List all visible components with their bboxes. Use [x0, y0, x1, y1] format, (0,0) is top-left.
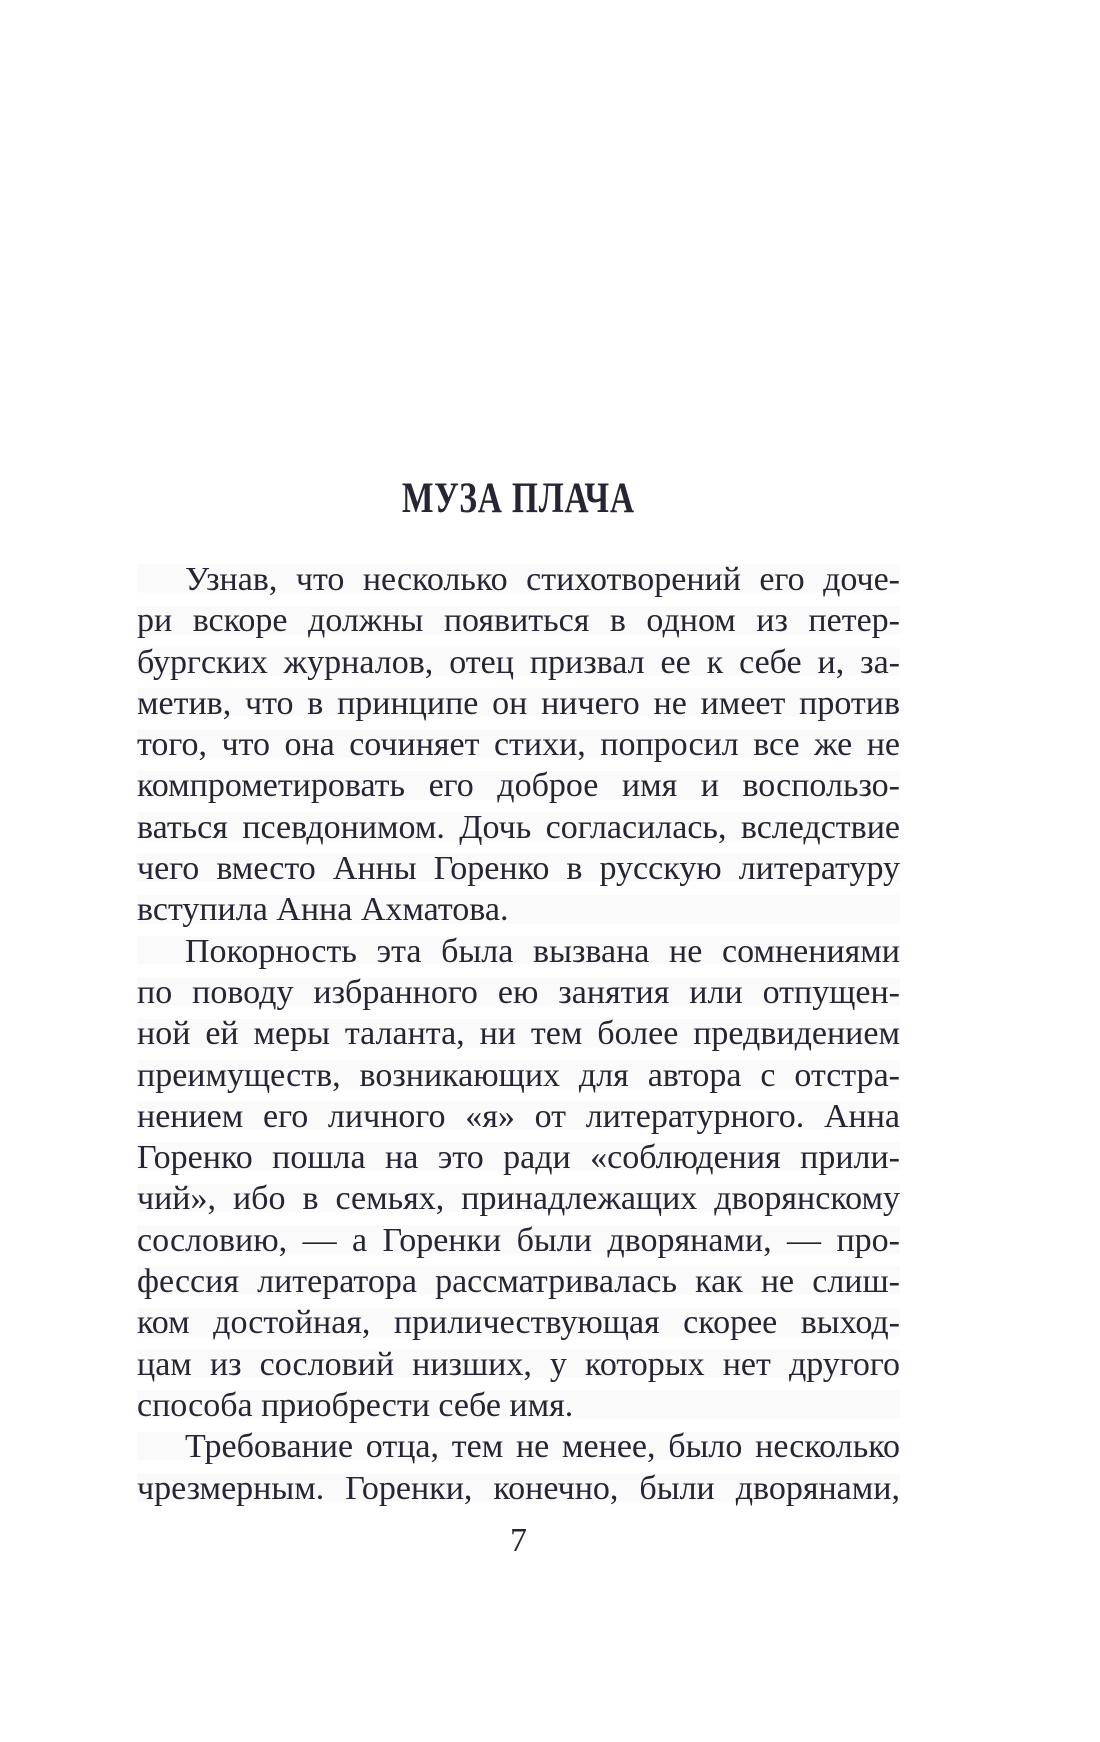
text-line: ваться псевдонимом. Дочь согласилась, вследствие: [137, 807, 900, 848]
text-line: фессия литератора рассматривалась как не слиш-: [137, 1261, 900, 1302]
page-number: 7: [510, 1522, 527, 1559]
text-line: чрезмерным. Горенки, конечно, были дворянами,: [137, 1468, 900, 1509]
text-line: Узнав, что несколько стихотворений его доче-: [137, 559, 900, 600]
text-line: Горенко пошла на это ради «соблюдения прили-: [137, 1137, 900, 1178]
text-line: ной ей меры таланта, ни тем более предвидением: [137, 1013, 900, 1054]
text-line: чий», ибо в семьях, принадлежащих дворянскому: [137, 1178, 900, 1219]
text-line: способа приобрести себе имя.: [137, 1385, 900, 1426]
text-line: того, что она сочиняет стихи, попросил все же не: [137, 724, 900, 765]
paragraph: [137, 559, 900, 931]
chapter-title-text: МУЗА ПЛАЧА: [401, 475, 635, 522]
text-line: цам из сословий низших, у которых нет другого: [137, 1344, 900, 1385]
paragraph: [137, 1426, 900, 1509]
text-line: метив, что в принципе он ничего не имеет против: [137, 683, 900, 724]
text-line: чего вместо Анны Горенко в русскую литературу: [137, 848, 900, 889]
text-line: преимуществ, возникающих для автора с отстра-: [137, 1055, 900, 1096]
text-line: Покорность эта была вызвана не сомнениями: [137, 931, 900, 972]
text-line: ри вскоре должны появиться в одном из петер-: [137, 600, 900, 641]
chapter-title: [137, 474, 900, 523]
text-line: вступила Анна Ахматова.: [137, 889, 900, 930]
text-line: компрометировать его доброе имя и воспользо-: [137, 765, 900, 806]
text-line: ком достойная, приличествующая скорее выход-: [137, 1302, 900, 1343]
text-line: бургских журналов, отец призвал ее к себе и, за-: [137, 642, 900, 683]
body-text: [137, 559, 900, 1509]
text-line: сословию, — а Горенки были дворянами, — про-: [137, 1220, 900, 1261]
text-line: нением его личного «я» от литературного. Анна: [137, 1096, 900, 1137]
text-line: Требование отца, тем не менее, было несколько: [137, 1426, 900, 1467]
paragraph: [137, 931, 900, 1427]
text-line: по поводу избранного ею занятия или отпущен-: [137, 972, 900, 1013]
